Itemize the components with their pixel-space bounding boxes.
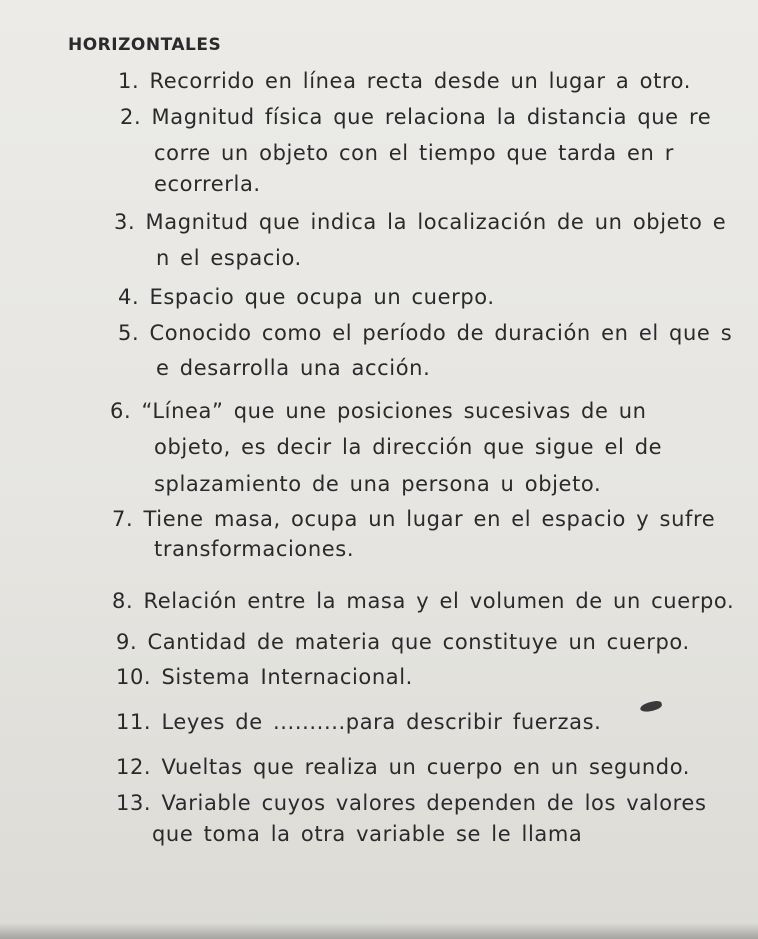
page-bottom-shadow — [0, 923, 758, 939]
section-heading: HORIZONTALES — [68, 35, 222, 55]
clue-1-line: 1. Recorrido en línea recta desde un lugar a otro. — [118, 69, 692, 93]
clue-2-line-c: ecorrerla. — [154, 172, 261, 196]
clue-2-line-b: corre un objeto con el tiempo que tarda en r — [154, 141, 674, 165]
clue-12-line: 12. Vueltas que realiza un cuerpo en un segundo. — [116, 755, 691, 779]
clue-10-line: 10. Sistema Internacional. — [116, 665, 413, 689]
clue-4-line: 4. Espacio que ocupa un cuerpo. — [118, 285, 495, 309]
clue-6-line-b: objeto, es decir la dirección que sigue el de — [154, 435, 663, 459]
clue-3-line-a: 3. Magnitud que indica la localización de un objeto e — [114, 210, 727, 234]
clue-13-line-b: que toma la otra variable se le llama — [152, 822, 583, 846]
clue-5-line-b: e desarrolla una acción. — [156, 356, 431, 380]
clue-6-line-c: splazamiento de una persona u objeto. — [154, 472, 602, 496]
clue-9-line: 9. Cantidad de materia que constituye un cuerpo. — [116, 630, 690, 654]
ink-smudge — [639, 700, 662, 713]
clue-8-line: 8. Relación entre la masa y el volumen de un cuerpo. — [112, 589, 735, 613]
clue-7-line-a: 7. Tiene masa, ocupa un lugar en el espacio y sufre — [112, 507, 716, 531]
clue-3-line-b: n el espacio. — [156, 246, 302, 270]
clue-5-line-a: 5. Conocido como el período de duración en el que s — [118, 321, 733, 345]
clue-6-line-a: 6. “Línea” que une posiciones sucesivas de un — [110, 399, 647, 423]
clue-13-line-a: 13. Variable cuyos valores dependen de los valores — [116, 791, 707, 815]
clue-2-line-a: 2. Magnitud física que relaciona la distancia que re — [120, 105, 712, 129]
clue-11-line: 11. Leyes de ..........para describir fuerzas. — [116, 710, 602, 734]
clue-7-line-b: transformaciones. — [154, 537, 355, 561]
